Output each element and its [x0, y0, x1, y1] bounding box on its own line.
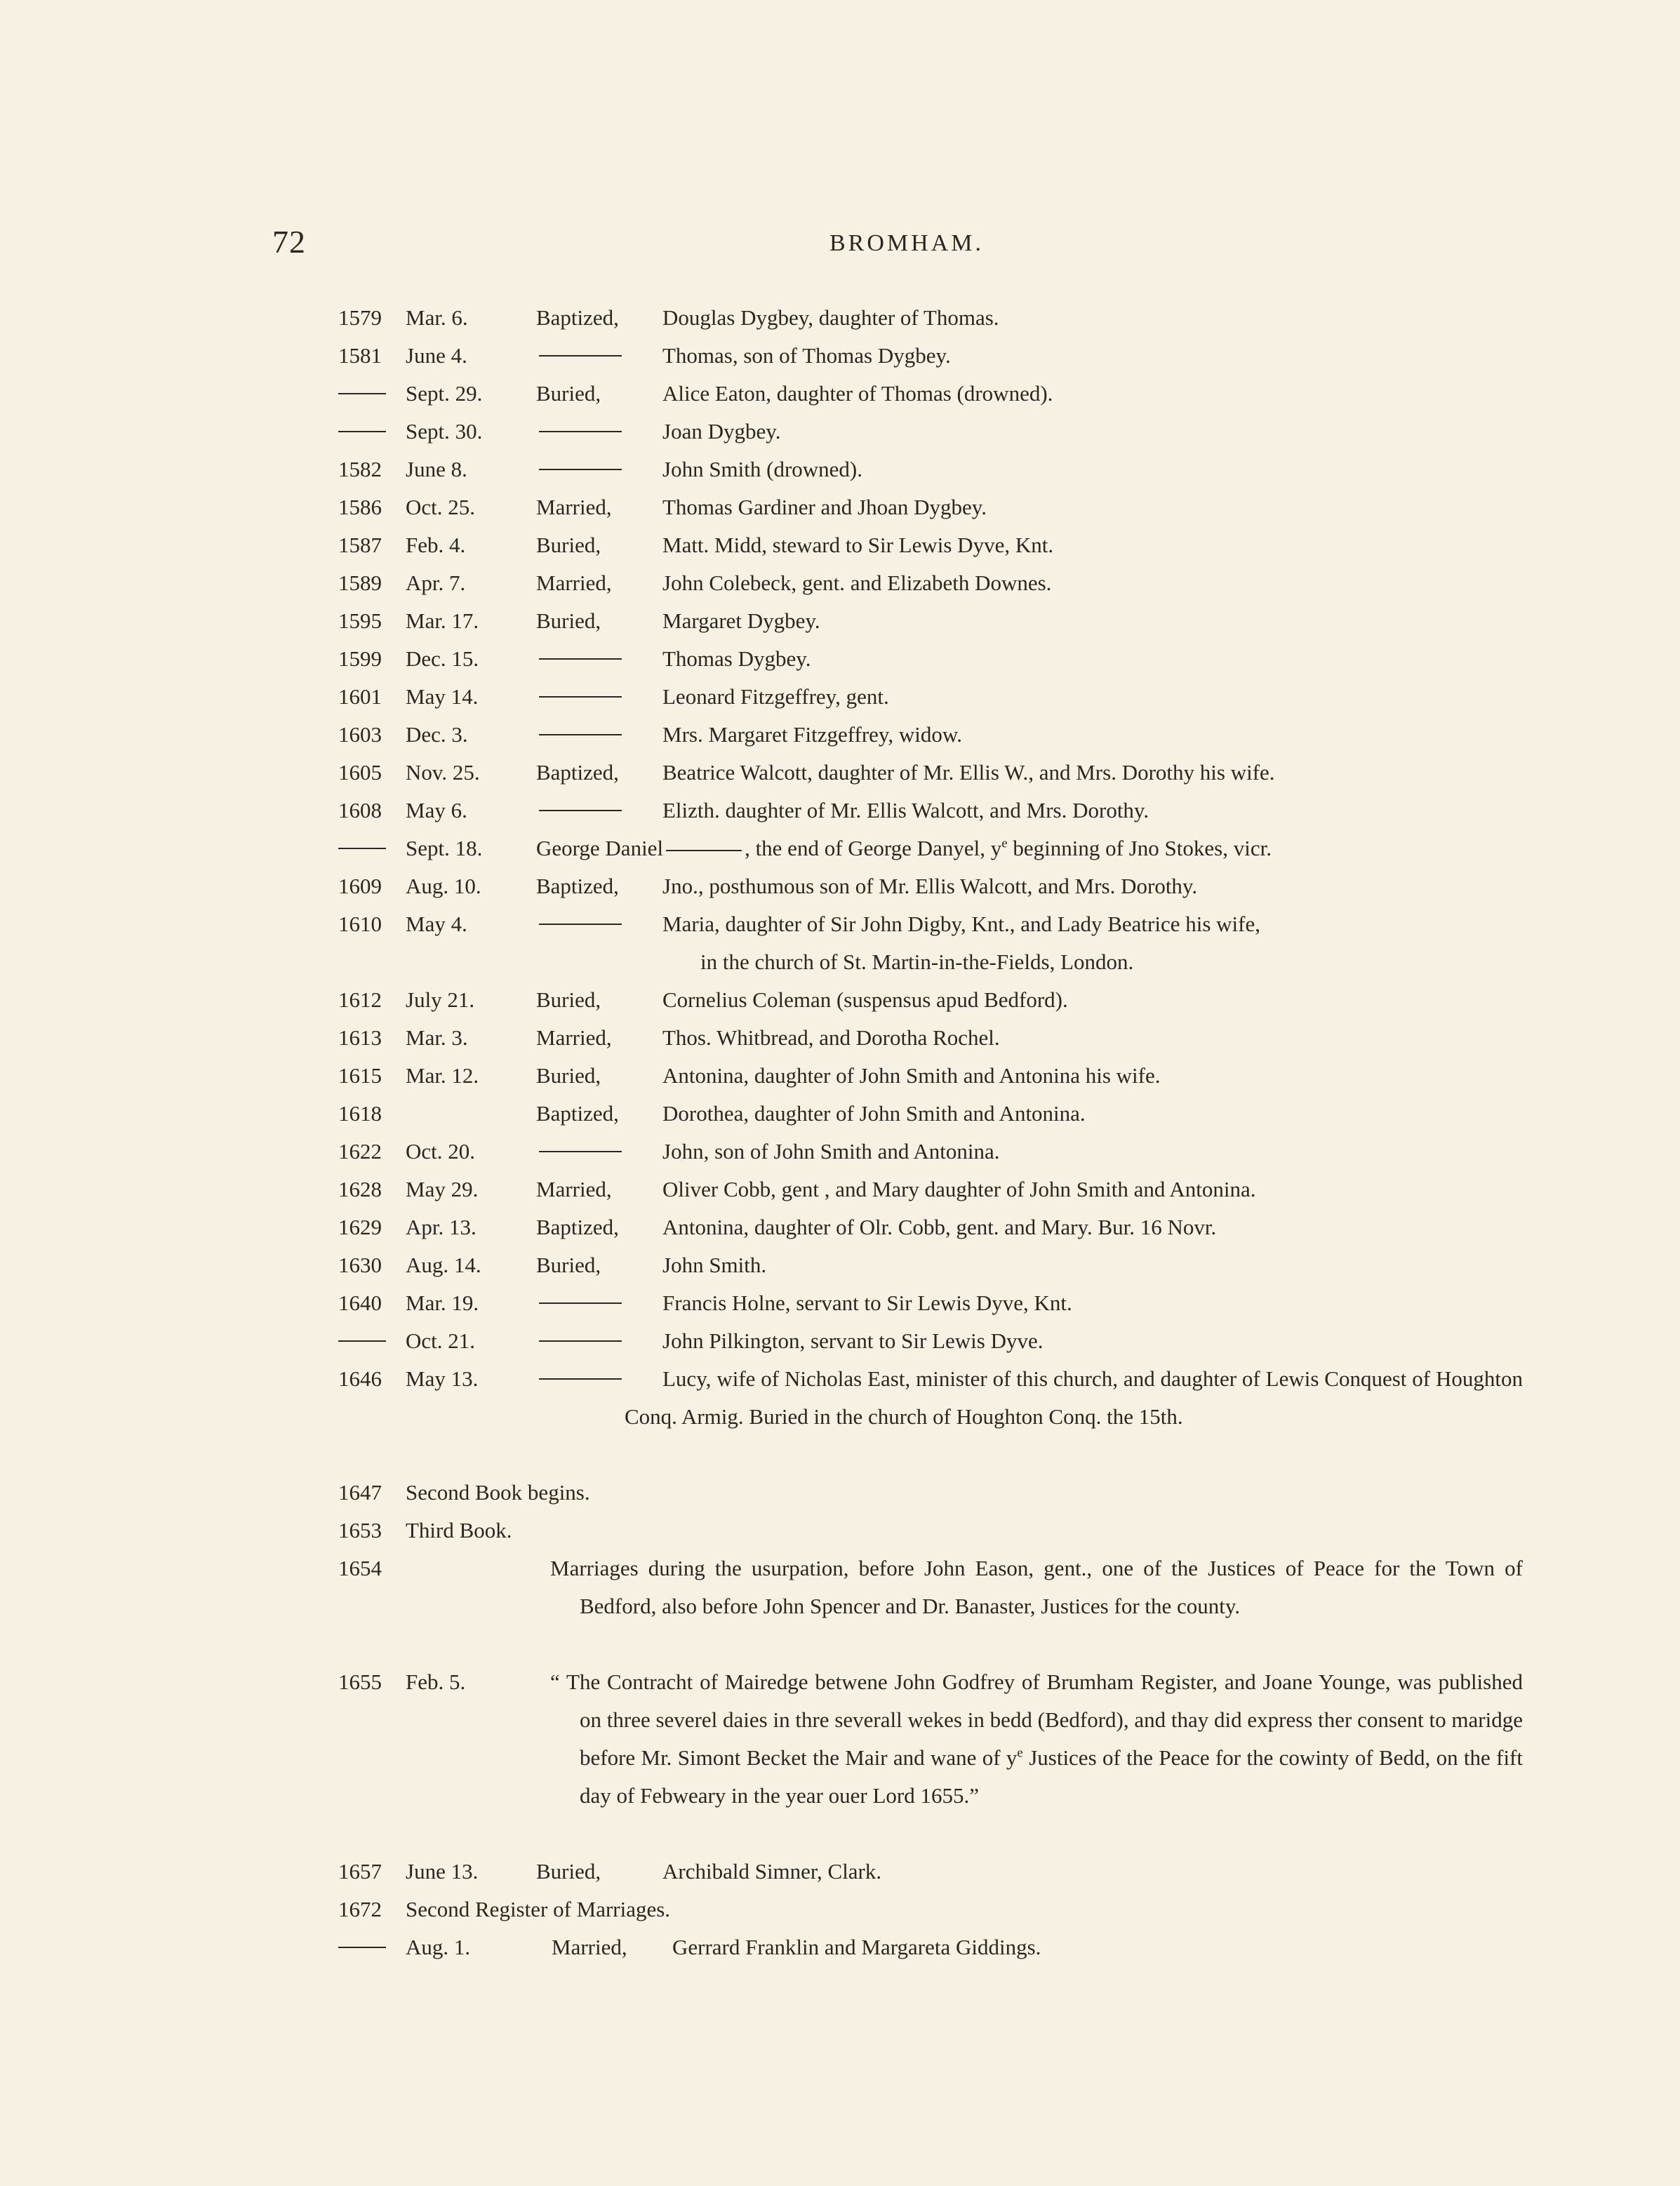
entry-year: 1589	[338, 571, 382, 595]
entry-date: Mar. 3.	[406, 1025, 468, 1050]
entry-year: 1630	[338, 1253, 382, 1277]
entry-text: Third Book.	[406, 1518, 512, 1542]
entry-text: Archibald Simner, Clark.	[662, 1859, 882, 1884]
entry-year: 1640	[338, 1291, 382, 1315]
entry-event: Married,	[552, 1935, 627, 1959]
entry-date: Feb. 4.	[406, 533, 466, 557]
entry-year: 1601	[338, 684, 382, 709]
entry-date: May 4.	[406, 912, 467, 936]
entry-date: Dec. 3.	[406, 722, 468, 747]
entry-year: 1586	[338, 495, 382, 519]
entry-row	[0, 1171, 1680, 1208]
entry-year: 1629	[338, 1215, 382, 1239]
entry-text: Mrs. Margaret Fitzgeffrey, widow.	[662, 722, 963, 747]
entry-text: Douglas Dygbey, daughter of Thomas.	[662, 305, 999, 330]
entry-text: Joan Dygbey.	[662, 419, 781, 444]
entry-row	[0, 1057, 1680, 1095]
entry-text: Gerrard Franklin and Margareta Giddings.	[672, 1935, 1041, 1959]
entry-text: John Colebeck, gent. and Elizabeth Downes.	[662, 571, 1052, 595]
entry-row	[0, 792, 1680, 829]
entry-text: Francis Holne, servant to Sir Lewis Dyve, Knt.	[662, 1291, 1072, 1315]
entry-text: Elizth. daughter of Mr. Ellis Walcott, and Mrs. Dorothy.	[662, 798, 1149, 822]
register-entries	[0, 299, 1680, 1966]
entry-event: Baptized,	[536, 1215, 619, 1239]
entry-event: Buried,	[536, 608, 601, 633]
entry-year: 1579	[338, 305, 382, 330]
ditto-event-dash	[539, 469, 622, 470]
entry-row	[0, 1019, 1680, 1057]
entry-text: Cornelius Coleman (suspensus apud Bedford).	[662, 987, 1068, 1012]
entry-year: 1613	[338, 1025, 382, 1050]
entry-year: 1605	[338, 760, 382, 785]
entry-event: Baptized,	[536, 1101, 619, 1126]
entry-event: Buried,	[536, 1063, 601, 1088]
entry-text: Jno., posthumous son of Mr. Ellis Walcott, and Mrs. Dorothy.	[662, 874, 1198, 898]
entry-event: Buried,	[536, 987, 601, 1012]
entry-year: 1608	[338, 798, 382, 822]
entry-row	[0, 1133, 1680, 1171]
entry-date: June 13.	[406, 1859, 479, 1884]
ditto-event-dash	[539, 1340, 622, 1342]
entry-event: Buried,	[536, 1859, 601, 1884]
entry-row-book	[0, 1474, 1680, 1512]
entry-date: Sept. 29.	[406, 381, 483, 406]
entry-row-book	[0, 1512, 1680, 1549]
ditto-event-dash	[539, 734, 622, 735]
entry-event: Baptized,	[536, 874, 619, 898]
entry-text: Alice Eaton, daughter of Thomas (drowned).	[662, 381, 1053, 406]
entry-year: 1653	[338, 1518, 382, 1542]
entry-row-contract	[0, 1663, 1680, 1853]
entry-row-register	[0, 1891, 1680, 1928]
entry-event: Baptized,	[536, 305, 619, 330]
entry-text-lucy: Lucy, wife of Nicholas East, minister of this church, and daughter of Lewis Conquest of Houghton Conq. Armig. Buried in the church of Houghton Conq. the 15th.	[625, 1366, 1523, 1429]
entry-row	[0, 488, 1680, 526]
entry-event: Married,	[536, 1025, 612, 1050]
ditto-event-dash	[539, 1378, 622, 1380]
entry-text: John Smith (drowned).	[662, 457, 863, 481]
ditto-year-dash	[338, 431, 386, 432]
entry-text-usurpation: Marriages during the usurpation, before John Eason, gent., one of the Justices of Peace for the Town of Bedford, also before John Spencer and Dr. Banaster, Justices for the county.	[550, 1556, 1523, 1618]
ditto-event-dash	[539, 431, 622, 432]
entry-text-contract: “ The Contracht of Mairedge betwene John Godfrey of Brumham Register, and Joane Younge, was published on three severel daies in thre severall wekes in bedd (Bedford), and thay did express ther consent to maridge before Mr. Simont Becket the Mair and wane of $y^e$ Justices of the Peace for the cowinty of Bedd, on the fift day of Febweary in the year ouer Lord 1655.”	[550, 1670, 1523, 1808]
entry-text-continued: in the church of St. Martin-in-the-Fields, London.	[700, 949, 1134, 974]
entry-year: 1672	[338, 1897, 382, 1921]
entry-row	[0, 1853, 1680, 1891]
entry-year: 1655	[338, 1670, 382, 1694]
entry-row	[0, 981, 1680, 1019]
entry-row	[0, 1246, 1680, 1284]
entry-text: Thos. Whitbread, and Dorotha Rochel.	[662, 1025, 1000, 1050]
entry-text: Matt. Midd, steward to Sir Lewis Dyve, Knt.	[662, 533, 1054, 557]
entry-year: 1582	[338, 457, 382, 481]
entry-date: June 4.	[406, 343, 467, 368]
ditto-event-dash	[539, 810, 622, 811]
entry-date: Oct. 21.	[406, 1328, 476, 1353]
entry-text: Second Register of Marriages.	[406, 1897, 671, 1921]
ditto-event-dash	[539, 1302, 622, 1304]
entry-row	[0, 375, 1680, 413]
entry-row	[0, 716, 1680, 754]
entry-date: Mar. 6.	[406, 305, 468, 330]
entry-year: 1647	[338, 1480, 382, 1505]
entry-date: Nov. 25.	[406, 760, 480, 785]
entry-year: 1622	[338, 1139, 382, 1164]
ditto-event-dash	[539, 924, 622, 925]
entry-text: Thomas Gardiner and Jhoan Dygbey.	[662, 495, 987, 519]
entry-year: 1628	[338, 1177, 382, 1201]
entry-row	[0, 1284, 1680, 1322]
entry-event: Buried,	[536, 381, 601, 406]
entry-date: Apr. 13.	[406, 1215, 476, 1239]
entry-text: Thomas, son of Thomas Dygbey.	[662, 343, 951, 368]
entry-text: Dorothea, daughter of John Smith and Antonina.	[662, 1101, 1086, 1126]
entry-date: Feb. 5.	[406, 1670, 466, 1694]
entry-date: Sept. 30.	[406, 419, 483, 444]
entry-date: Aug. 10.	[406, 874, 481, 898]
entry-row	[0, 564, 1680, 602]
entry-year: 1587	[338, 533, 382, 557]
entry-row	[0, 526, 1680, 564]
entry-row-george-daniel	[0, 829, 1680, 867]
ditto-year-dash	[338, 393, 386, 394]
entry-date: Dec. 15.	[406, 646, 479, 671]
entry-row-maria	[0, 905, 1680, 943]
entry-text: Second Book begins.	[406, 1480, 590, 1505]
entry-text: Margaret Dygbey.	[662, 608, 820, 633]
entry-date: May 29.	[406, 1177, 479, 1201]
entry-event: Married,	[536, 571, 612, 595]
entry-date: Aug. 1.	[406, 1935, 471, 1959]
entry-date: Sept. 18.	[406, 836, 483, 860]
entry-date: Aug. 14.	[406, 1253, 481, 1277]
ditto-event-dash	[539, 1151, 622, 1152]
entry-row	[0, 1208, 1680, 1246]
entry-row	[0, 678, 1680, 716]
entry-year: 1612	[338, 987, 382, 1012]
entry-date: Oct. 25.	[406, 495, 476, 519]
ditto-dash	[666, 850, 742, 851]
page-number: 72	[272, 224, 306, 260]
entry-row-lucy	[0, 1360, 1680, 1474]
entry-row-usurpation	[0, 1549, 1680, 1663]
entry-year: 1654	[338, 1556, 382, 1580]
entry-date: Apr. 7.	[406, 571, 466, 595]
entry-row	[0, 1322, 1680, 1360]
entry-event: Baptized,	[536, 760, 619, 785]
entry-row	[0, 602, 1680, 640]
entry-year: 1610	[338, 912, 382, 936]
entry-date: May 14.	[406, 684, 479, 709]
entry-year: 1609	[338, 874, 382, 898]
entry-text: Leonard Fitzgeffrey, gent.	[662, 684, 889, 709]
entry-row-last	[0, 1928, 1680, 1966]
entry-date: May 13.	[406, 1366, 479, 1391]
entry-event: Buried,	[536, 1253, 601, 1277]
entry-date: Oct. 20.	[406, 1139, 476, 1164]
entry-year: 1581	[338, 343, 382, 368]
entry-row	[0, 299, 1680, 337]
entry-text: John Pilkington, servant to Sir Lewis Dyve.	[662, 1328, 1044, 1353]
entry-text: George Daniel , the end of George Danyel, $y^e$ beginning of Jno Stokes, vicr.	[536, 836, 1272, 860]
entry-row	[0, 413, 1680, 451]
entry-text: John Smith.	[662, 1253, 767, 1277]
entry-year: 1615	[338, 1063, 382, 1088]
entry-row	[0, 867, 1680, 905]
entry-row	[0, 754, 1680, 792]
entry-event: Buried,	[536, 533, 601, 557]
entry-event: Married,	[536, 495, 612, 519]
entry-text: Oliver Cobb, gent , and Mary daughter of John Smith and Antonina.	[662, 1177, 1256, 1201]
entry-date: July 21.	[406, 987, 475, 1012]
entry-date: Mar. 17.	[406, 608, 479, 633]
entry-text: Antonina, daughter of John Smith and Antonina his wife.	[662, 1063, 1161, 1088]
running-title: BROMHAM.	[829, 230, 984, 256]
entry-year: 1599	[338, 646, 382, 671]
ditto-event-dash	[539, 355, 622, 356]
entry-year: 1657	[338, 1859, 382, 1884]
entry-year: 1603	[338, 722, 382, 747]
entry-row	[0, 1095, 1680, 1133]
entry-text: Thomas Dygbey.	[662, 646, 811, 671]
entry-row	[0, 451, 1680, 488]
ditto-year-dash	[338, 1947, 386, 1948]
entry-year: 1618	[338, 1101, 382, 1126]
entry-text: Maria, daughter of Sir John Digby, Knt., and Lady Beatrice his wife,	[662, 912, 1261, 936]
entry-row	[0, 640, 1680, 678]
ditto-year-dash	[338, 848, 386, 849]
entry-date: June 8.	[406, 457, 467, 481]
entry-date: May 6.	[406, 798, 467, 822]
entry-text: Antonina, daughter of Olr. Cobb, gent. and Mary. Bur. 16 Novr.	[662, 1215, 1217, 1239]
ditto-year-dash	[338, 1340, 386, 1342]
entry-event: Married,	[536, 1177, 612, 1201]
entry-year: 1646	[338, 1366, 382, 1391]
entry-row	[0, 337, 1680, 375]
entry-text: Beatrice Walcott, daughter of Mr. Ellis W., and Mrs. Dorothy his wife.	[662, 760, 1275, 785]
ditto-event-dash	[539, 658, 622, 660]
entry-date: Mar. 12.	[406, 1063, 479, 1088]
entry-text: John, son of John Smith and Antonina.	[662, 1139, 1000, 1164]
entry-year: 1595	[338, 608, 382, 633]
ditto-event-dash	[539, 696, 622, 698]
entry-date: Mar. 19.	[406, 1291, 479, 1315]
entry-row-maria-cont	[0, 943, 1680, 981]
